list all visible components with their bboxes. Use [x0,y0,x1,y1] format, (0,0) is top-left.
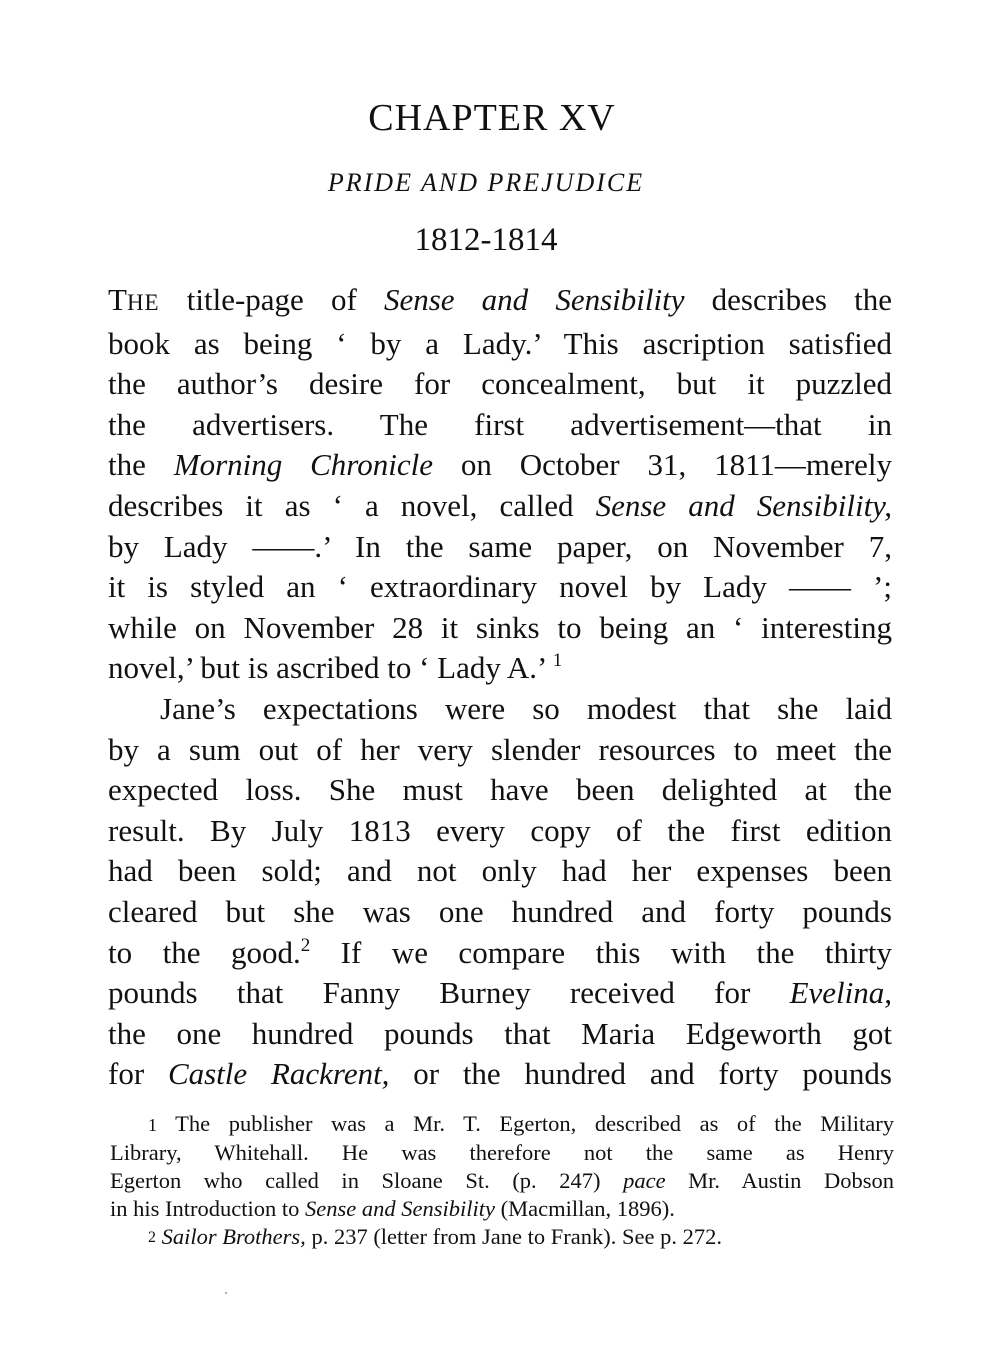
footnote-ref: 2 [300,934,311,956]
footnote-line [110,1167,894,1195]
text-run: or the hundred and forty pounds [389,1056,892,1092]
footnotes [110,1110,894,1252]
text-run: title-page of [159,282,384,317]
small-caps-initial: T [108,282,127,317]
footnote-line: Library, Whitehall. He was therefore not the same as Henry [110,1140,894,1165]
body-line [108,1054,892,1095]
italic-word: pace [623,1168,666,1193]
italic-title: Sailor Brothers, [156,1224,306,1249]
text-run: (Macmillan, 1896). [494,1196,675,1221]
italic-title: Morning Chronicle [173,447,433,483]
footnote-line [110,1223,894,1252]
footnote-line [110,1195,894,1223]
text-run: Egerton who called in Sloane St. (p. 247) [110,1168,624,1193]
text-run: for [108,1056,168,1092]
body-line [108,445,892,486]
chapter-title: CHAPTER XV [368,97,616,139]
body-line: by a sum out of her very slender resources to meet the [108,731,892,767]
italic-title: Castle Rackrent, [167,1056,390,1092]
italic-title: Sense and Sensibility [383,282,685,317]
italic-title: Evelina, [789,975,892,1011]
text-run: Mr. Austin Dobson [665,1168,894,1193]
footnote-number: 1 [148,1115,157,1135]
body-line: book as being ‘ by a Lady.’ This ascription satisfied [108,325,892,361]
text-run: in his Introduction to [110,1196,305,1221]
body-line: result. By July 1813 every copy of the first edition [108,812,892,848]
body-line: by Lady ——.’ In the same paper, on November 7, [108,528,892,564]
text-run: describes it as ‘ a novel, called [108,487,596,523]
body-line: Jane’s expectations were so modest that she laid [160,690,892,726]
body-line: the author’s desire for concealment, but it puzzled [108,366,892,402]
text-run: to the good. [108,934,301,970]
body-line [108,973,892,1014]
chapter-subtitle: PRIDE AND PREJUDICE [327,168,645,197]
body-line: it is styled an ‘ extraordinary novel by Lady —— ’; [108,569,892,605]
body-line: the one hundred pounds that Maria Edgeworth got [108,1015,892,1051]
body-line [108,933,892,974]
footnote-ref: 1 [552,650,563,672]
chapter-dates: 1812-1814 [414,222,558,258]
print-speck [225,1292,227,1294]
text-run: If we compare this with the thirty [310,934,892,970]
italic-title: Sense and Sensibility, [595,487,892,523]
text-run: the [108,447,174,483]
body-line: had been sold; and not only had her expenses been [108,853,892,889]
text-run: novel,’ but is ascribed to ‘ Lady A.’ [108,650,553,686]
body-line: while on November 28 it sinks to being an ‘ interesting [108,609,892,645]
text-run: describes the [684,282,892,317]
italic-title: Sense and Sensibility [305,1196,495,1221]
small-caps-rest: HE [126,290,160,315]
text-run: on October 31, 1811—merely [432,447,892,483]
body-line: the advertisers. The first advertisement—that in [108,406,892,442]
body-line: expected loss. She must have been delighted at the [108,772,892,808]
body-line [108,648,892,689]
text-run: pounds that Fanny Burney received for [108,975,790,1011]
body-line [108,280,892,324]
body-line: cleared but she was one hundred and forty pounds [108,893,892,929]
text-run: The publisher was a Mr. T. Egerton, described as of the Military [157,1111,894,1136]
footnote-number: 2 [148,1229,156,1246]
body-text [108,280,892,1095]
body-line [108,486,892,527]
text-run: p. 237 (letter from Jane to Frank). See p. 272. [305,1224,722,1249]
footnote-line [110,1110,894,1139]
